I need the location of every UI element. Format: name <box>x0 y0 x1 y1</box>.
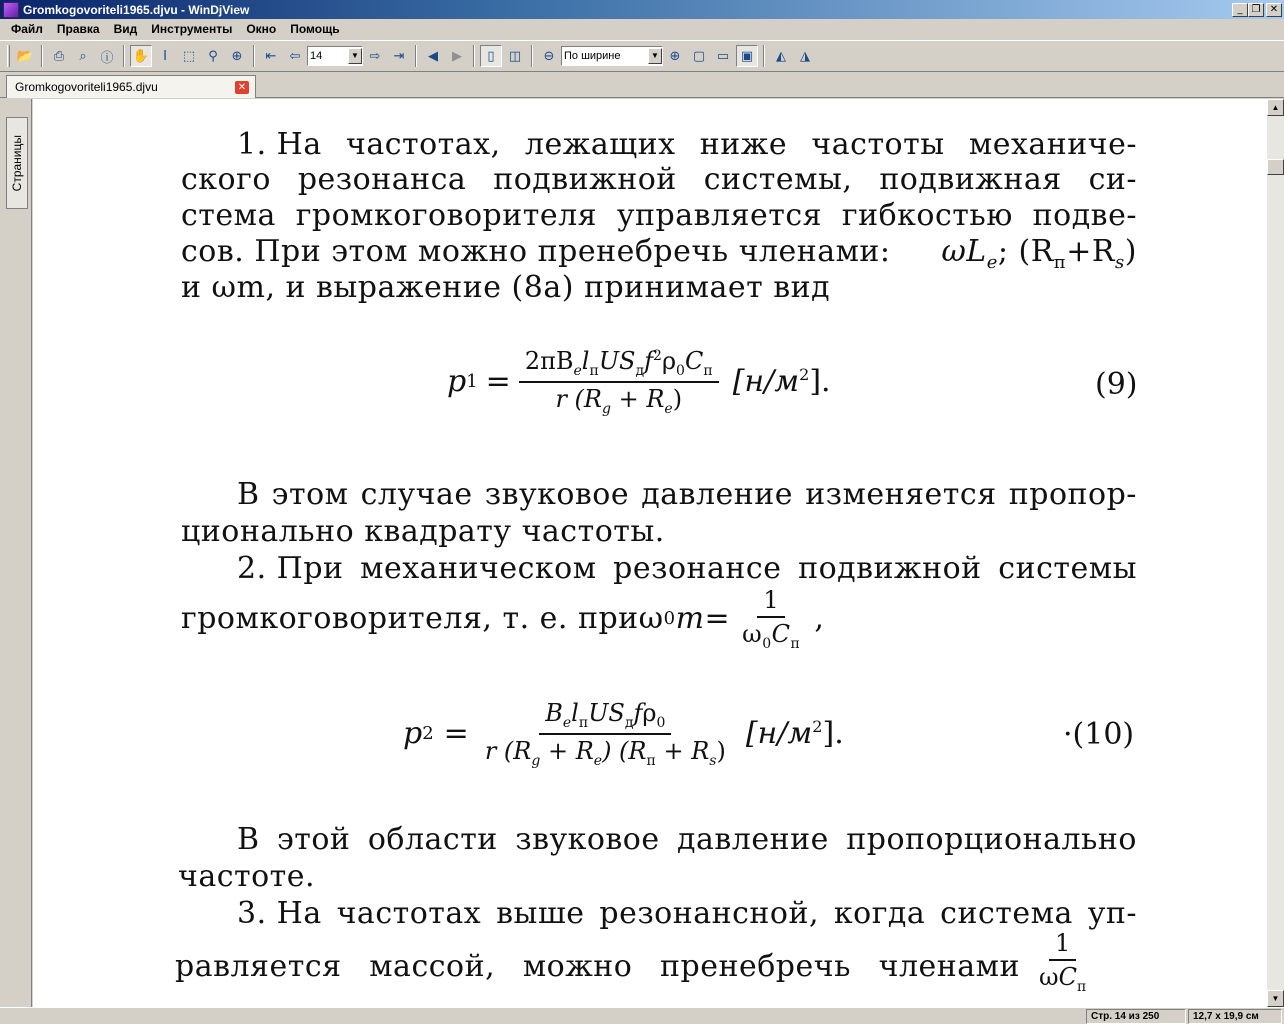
tab-pages-label[interactable]: Страницы <box>10 134 24 192</box>
status-bar <box>0 1007 1284 1024</box>
hand-icon[interactable]: ✋ <box>130 45 152 67</box>
equation-10: p 2 = $\frac{B_el_пUS_дf\rho_0}{r (R_g + R_e) (R_п + R_s)}$ $[н/м^2]$. <box>403 699 844 769</box>
chevron-down-icon[interactable]: ▼ <box>648 48 662 64</box>
scroll-thumb[interactable] <box>1267 159 1284 175</box>
zoom-combo[interactable] <box>561 46 663 66</box>
menu-file[interactable]: Файл <box>11 22 43 36</box>
zoom-icon[interactable]: ⚲ <box>208 48 218 64</box>
menu-window[interactable]: Окно <box>246 22 277 36</box>
rotate-right-icon[interactable]: ◮ <box>800 48 810 64</box>
prev-page-icon[interactable]: ⇦ <box>289 48 301 64</box>
document-view[interactable] <box>33 99 1267 1007</box>
separator <box>41 45 43 67</box>
menu-tools[interactable]: Инструменты <box>151 22 233 36</box>
window-title: Gromkogovoriteli1965.djvu - WinDjView <box>23 2 250 17</box>
separator <box>473 45 475 67</box>
separator <box>763 45 765 67</box>
magnify-icon[interactable]: ⊕ <box>231 48 243 64</box>
text-line: ского резонанса подвижной системы, подвижная си- <box>181 162 1137 197</box>
menu-bar <box>0 19 1284 39</box>
back-icon[interactable]: ◀ <box>428 48 438 64</box>
select-rect-icon[interactable]: ⬚ <box>182 48 196 64</box>
text-line: равляется массой, можно пренебречь членами <box>175 949 1020 984</box>
text-line: громкоговорителя, т. е. при ω 0 m = $\frac{1}{\omega_0C_п}$ , <box>181 586 825 652</box>
fit-page-icon[interactable]: ▢ <box>692 48 706 64</box>
zoom-out-icon[interactable]: ⊖ <box>543 48 555 64</box>
text-line: частоте. <box>178 859 316 894</box>
open-icon[interactable]: 📂 <box>16 48 34 64</box>
fit-width-icon[interactable]: ▭ <box>716 48 730 64</box>
separator <box>123 45 125 67</box>
text-line: стема громкоговорителя управляется гибкостью подве- <box>181 198 1137 233</box>
scroll-up-icon[interactable]: ▲ <box>1267 99 1284 116</box>
app-icon <box>3 2 19 18</box>
single-page-icon[interactable]: ▯ <box>480 45 502 67</box>
separator <box>531 45 533 67</box>
text-line: В этом случае звуковое давление изменяется пропор- <box>237 477 1137 512</box>
print-icon[interactable]: ⎙ <box>53 48 65 64</box>
document-page <box>33 99 1267 1007</box>
title-bar <box>0 0 1284 19</box>
rotate-left-icon[interactable]: ◭ <box>776 48 786 64</box>
first-page-icon[interactable]: ⇤ <box>265 48 277 64</box>
text-line: сов. При этом можно пренебречь членами: $\omega L_e$; $(R_п+R_s)$ <box>181 234 1137 273</box>
tab-label[interactable]: Gromkogovoriteli1965.djvu <box>15 80 158 94</box>
actual-size-icon[interactable]: ▣ <box>736 45 758 67</box>
last-page-icon[interactable]: ⇥ <box>393 48 405 64</box>
tab-strip <box>0 73 1284 98</box>
fraction: 1 $\omega C_п$ <box>1039 929 1087 995</box>
text-line: В этой области звуковое давление пропорционально <box>237 822 1137 857</box>
next-page-icon[interactable]: ⇨ <box>369 48 381 64</box>
text-line: 1. На частотах, лежащих ниже частоты механиче- <box>237 127 1137 162</box>
page-number-value[interactable]: 14 <box>310 50 323 62</box>
equation-number: ·(10) <box>1063 717 1135 752</box>
equation-number: (9) <box>1095 367 1138 402</box>
separator <box>415 45 417 67</box>
status-size: 12,7 x 19,9 см <box>1188 1009 1282 1024</box>
page-number-combo[interactable] <box>307 46 363 66</box>
equation-9: p 1 = $\frac{2\pi B_el_пUS_дf^2\rho_0C_п}{r (R_g + R_e)}$ $[н/м^2]$. <box>447 347 831 417</box>
tab-pages[interactable] <box>6 117 28 209</box>
toolbar <box>0 40 1284 72</box>
zoom-in-icon[interactable]: ⊕ <box>669 48 681 64</box>
zoom-value[interactable]: По ширине <box>564 50 621 62</box>
text-line: 2. При механическом резонансе подвижной системы <box>237 551 1137 586</box>
separator <box>253 45 255 67</box>
forward-icon[interactable]: ▶ <box>452 48 462 64</box>
info-icon[interactable]: ⓘ <box>100 50 114 66</box>
tab-document[interactable] <box>6 75 256 98</box>
minimize-button[interactable]: _ <box>1232 3 1248 17</box>
text-line: ционально квадрату частоты. <box>181 514 665 549</box>
find-icon[interactable]: ⌕ <box>79 48 87 64</box>
restore-button[interactable]: ❐ <box>1248 3 1264 17</box>
sidebar <box>0 99 32 1007</box>
menu-view[interactable]: Вид <box>113 22 138 36</box>
vertical-scrollbar[interactable] <box>1267 99 1284 1007</box>
menu-help[interactable]: Помощь <box>290 22 340 36</box>
text-line: и ωm, и выражение (8а) принимает вид <box>181 270 831 305</box>
facing-pages-icon[interactable]: ◫ <box>508 48 522 64</box>
menu-edit[interactable]: Правка <box>56 22 100 36</box>
close-button[interactable]: ✕ <box>1266 3 1282 17</box>
scroll-down-icon[interactable]: ▼ <box>1267 990 1284 1007</box>
text-line: 3. На частотах выше резонансной, когда система уп- <box>237 896 1137 931</box>
toolbar-grip[interactable] <box>7 45 10 67</box>
select-text-icon[interactable]: I <box>163 48 167 64</box>
status-page: Стр. 14 из 250 <box>1086 1009 1186 1024</box>
close-icon[interactable]: ✕ <box>235 81 249 94</box>
chevron-down-icon[interactable]: ▼ <box>348 48 362 64</box>
